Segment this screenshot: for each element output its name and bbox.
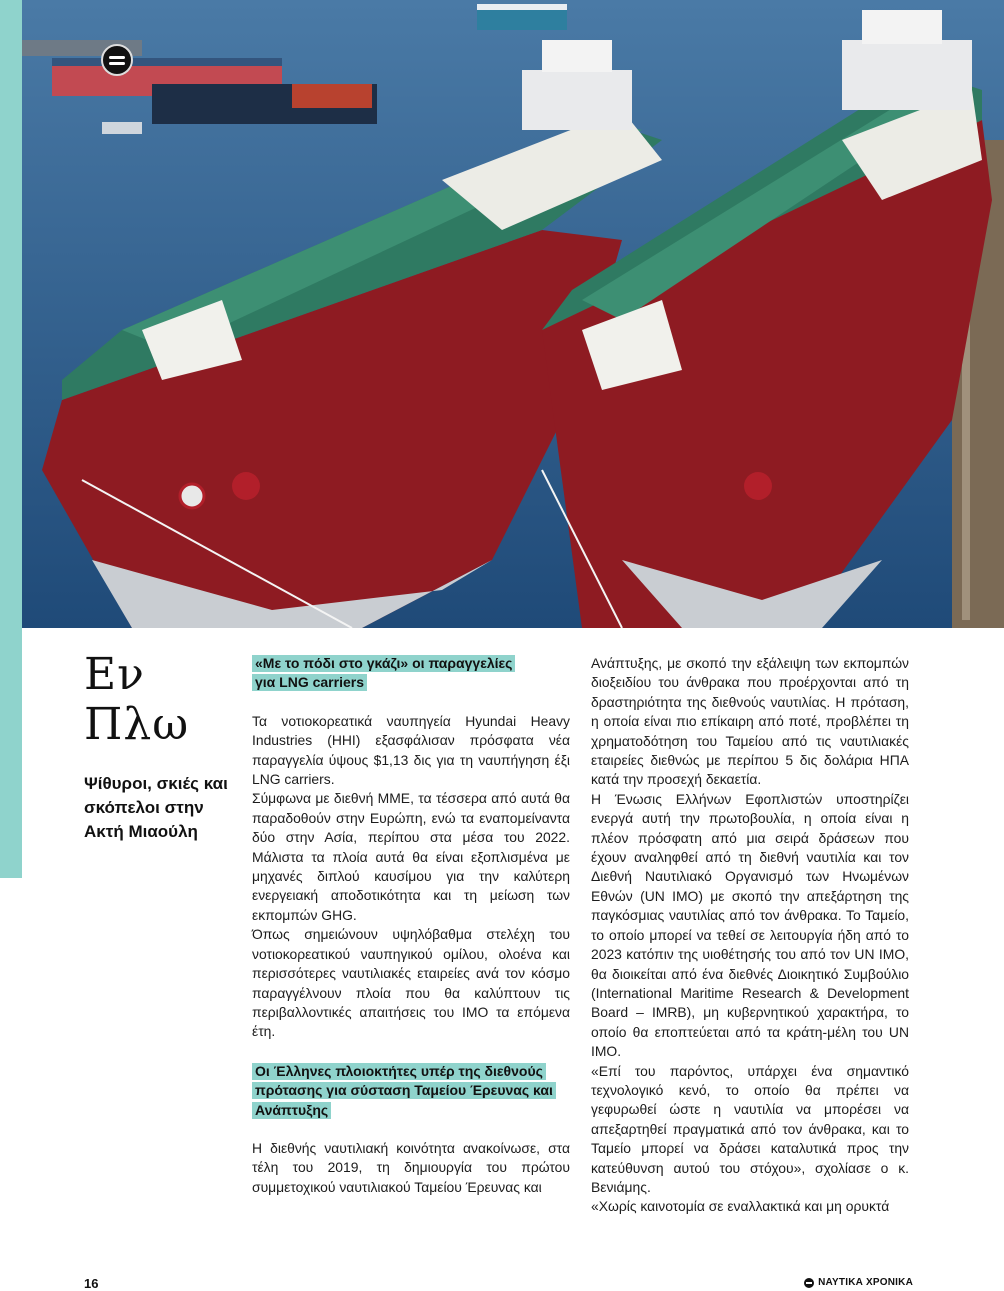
- article2-paragraph: Η Ένωσις Ελλήνων Εφοπλιστών υποστηρίζει ενεργά αυτή την πρωτοβουλία, η οποία είναι η πλέον πρόσφατη από μια σειρά δράσεων που έχουν αναληφθεί από τη διεθνή ναυτιλία και τον Διεθνή Ναυτιλιακό Οργανισμό των Ηνωμένων Εθνών (UN IMO) με σκοπό την απεξάρτηση της παγκόσμιας ναυτιλίας από τον άνθρακα. Το Ταμείο, το οποίο μπορεί να τεθεί σε λειτουργία ήδη από το 2023 κατόπιν της υιοθέτησής του από τον UN IMO, θα διοικείται από ένα διεθνές Διοικητικό Συμβούλιο (International Maritime Research & Development Board – IMRB), μη κυβερνητικού χαρακτήρα, το οποίο θα εποπτεύεται από τα κράτη-μέλη του UN IMO.: [591, 790, 909, 1060]
- article1-paragraph: Σύμφωνα με διεθνή ΜΜΕ, τα τέσσερα από αυτά θα παραδοθούν στην Ευρώπη, ενώ τα εναπομείναντα δύο στην Ασία, περίπου στα μέσα του 2022. Μάλιστα τα πλοία αυτά θα είναι εξοπλισμένα με μηχανές διπλού καυσίμου για την καλύτερη ενεργειακή αποδοτικότητα και τη μείωση των εκπομπών GHG.: [252, 790, 570, 923]
- page-number: 16: [84, 1276, 99, 1291]
- brand-name: ΝΑΥΤΙΚΑ ΧΡΟΝΙΚΑ: [818, 1277, 913, 1288]
- section-title-line2: Πλω: [84, 699, 190, 750]
- footer-brand: [804, 1277, 913, 1288]
- article2-paragraph: «Χωρίς καινοτομία σε εναλλακτικά και μη ορυκτά: [591, 1198, 890, 1215]
- brand-logo-icon: [804, 1278, 814, 1288]
- section-subtitle: Ψίθυροι, σκιές και σκόπελοι στην Ακτή Μιαούλη: [84, 774, 228, 841]
- article1-paragraph: Τα νοτιοκορεατικά ναυπηγεία Hyundai Heavy Industries (HHI) εξασφάλισαν πρόσφατα νέα παραγγελία ύψους $1,13 δις για τη ναυπήγηση έξι LNG carriers.: [252, 712, 570, 788]
- section-title: [84, 650, 254, 750]
- article1-heading-wrap: [252, 654, 532, 693]
- accent-bar: [0, 0, 22, 878]
- article2-heading-wrap: [252, 1062, 562, 1120]
- article1-paragraph: Όπως σημειώνουν υψηλόβαθμα στελέχη του νοτιοκορεατικού ναυπηγικού ομίλου, ολοένα και περισσότερες ναυτιλιακές εταιρείες ανά τον κόσμο παραγγέλνουν πλοία που θα καλύπτουν τις περιβαλλοντικές απαιτήσεις του ΙΜΟ τα επόμενα έτη.: [252, 926, 570, 1040]
- section-title-line1: Εν: [84, 649, 145, 700]
- article2-heading: Οι Έλληνες πλοιοκτήτες υπέρ της διεθνούς πρότασης για σύσταση Ταμείου Έρευνας και Ανάπτυξης: [252, 1063, 556, 1119]
- lng-carriers-photo: [22, 0, 1004, 628]
- publication-logo-icon: [101, 44, 133, 76]
- article2-paragraph: «Επί του παρόντος, υπάρχει ένα σημαντικό τεχνολογικό κενό, το οποίο θα πρέπει να γεφυρωθεί ώστε η ναυτιλία να μπορέσει να απεξαρτηθεί πραγματικά από τον άνθρακα, και το Ταμείο μπορεί να δράσει καταλυτικά προς την κατεύθυνση αυτού του στόχου», σχολίασε ο κ. Βενιάμης.: [591, 1062, 909, 1195]
- article1-heading: «Με το πόδι στο γκάζι» οι παραγγελίες για LNG carriers: [252, 655, 515, 691]
- column-right: [591, 654, 909, 1217]
- article2-paragraph: Ανάπτυξης, με σκοπό την εξάλειψη των εκπομπών διοξειδίου του άνθρακα που προέρχονται από τη δραστηριότητα της διεθνούς ναυτιλίας. Η πρόταση, η οποία είναι πιο επίκαιρη από ποτέ, προβλέπει τη χρηματοδότηση του Ταμείου από τις ναυτιλιακές εταιρείες διεθνώς με περίπου 5 δις δολάρια ΗΠΑ κατά την προσεχή δεκαετία.: [591, 655, 909, 788]
- article2-paragraph: Η διεθνής ναυτιλιακή κοινότητα ανακοίνωσε, στα τέλη του 2019, τη δημιουργία του πρώτου συμμετοχικού ναυτιλιακού Ταμείου Έρευνας και: [252, 1139, 570, 1195]
- column-left: [252, 654, 570, 1197]
